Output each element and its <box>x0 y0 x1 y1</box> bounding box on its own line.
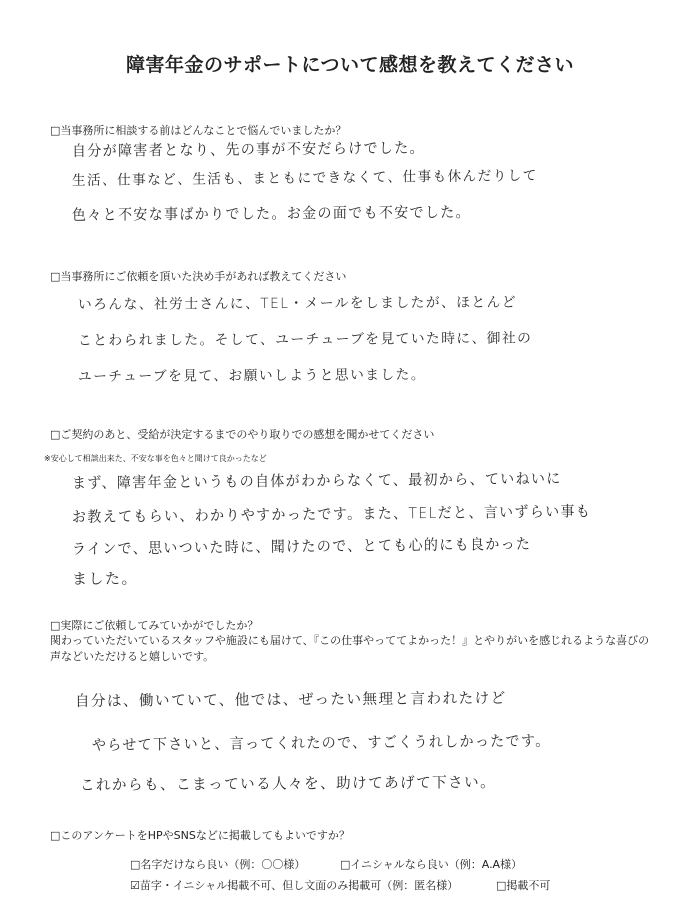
answer-1-line-1: 自分が障害者となり、先の事が不安だらけでした。 <box>71 138 426 160</box>
answer-3-line-1: まず、障害年金というもの自体がわからなくて、最初から、ていねいに <box>71 469 562 492</box>
question-5: □このアンケートをHPやSNSなどに掲載してもよいですか？ <box>50 829 350 842</box>
option-text-only-checked[interactable]: ☑苗字・イニシャル掲載不可、但し文面のみ掲載可（例：匿名様） <box>130 879 459 892</box>
answer-4-line-1: 自分は、働いていて、他では、ぜったい無理と言われたけど <box>74 688 507 710</box>
answer-3-line-3: ラインで、思いついた時に、聞けたので、とても心的にも良かった <box>71 534 532 558</box>
question-4: □実際にご依頼してみていかがでしたか？ <box>50 619 259 632</box>
answer-4-line-3: これからも、こまっている人々を、助けてあげて下さい。 <box>79 773 497 794</box>
option-surname-only[interactable]: □名字だけなら良い（例：〇〇様） <box>130 858 306 871</box>
answer-4-line-2: やらせて下さいと、言ってくれたので、すごくうれしかったです。 <box>91 731 551 754</box>
answer-1-line-3: 色々と不安な事ばかりでした。お金の面でも不安でした。 <box>71 203 472 224</box>
question-3: □ご契約のあと、受給が決定するまでのやり取りでの感想を聞かせてください <box>50 428 435 441</box>
question-1: □当事務所に相談する前はどんなことで悩んでいましたか？ <box>50 124 347 137</box>
answer-2-line-1: いろんな、社労士さんに、TEL・メールをしましたが、ほとんど <box>77 294 518 313</box>
answer-1-line-2: 生活、仕事など、生活も、まともにできなくて、仕事も休んだりして <box>71 167 538 189</box>
question-3-note: ※安心して相談出来た、不安な事を色々と聞けて良かったなど <box>44 454 267 463</box>
question-2: □当事務所にご依頼を頂いた決め手があれば教えてください <box>50 270 347 283</box>
answer-3-line-2: お教えてもらい、わかりやすかったです。また、TELだと、言いずらい事も <box>71 502 592 526</box>
option-initials[interactable]: □イニシャルなら良い（例：A.A様） <box>340 858 523 871</box>
question-4-description: 関わっていただいているスタッフや施設にも届けて、『この仕事やっててよかった！』とやりがいを感じれるような喜びの声などいただけると嬉しいです。 <box>50 634 650 663</box>
answer-3-line-4: ました。 <box>71 569 139 588</box>
page-title: 障害年金のサポートについて感想を教えてください <box>125 54 575 76</box>
answer-2-line-3: ユーチューブを見て、お願いしようと思いました。 <box>77 367 427 385</box>
option-no-publication[interactable]: □掲載不可 <box>496 879 551 892</box>
answer-2-line-2: ことわられました。そして、ユーチューブを見ていた時に、御社の <box>77 330 533 349</box>
